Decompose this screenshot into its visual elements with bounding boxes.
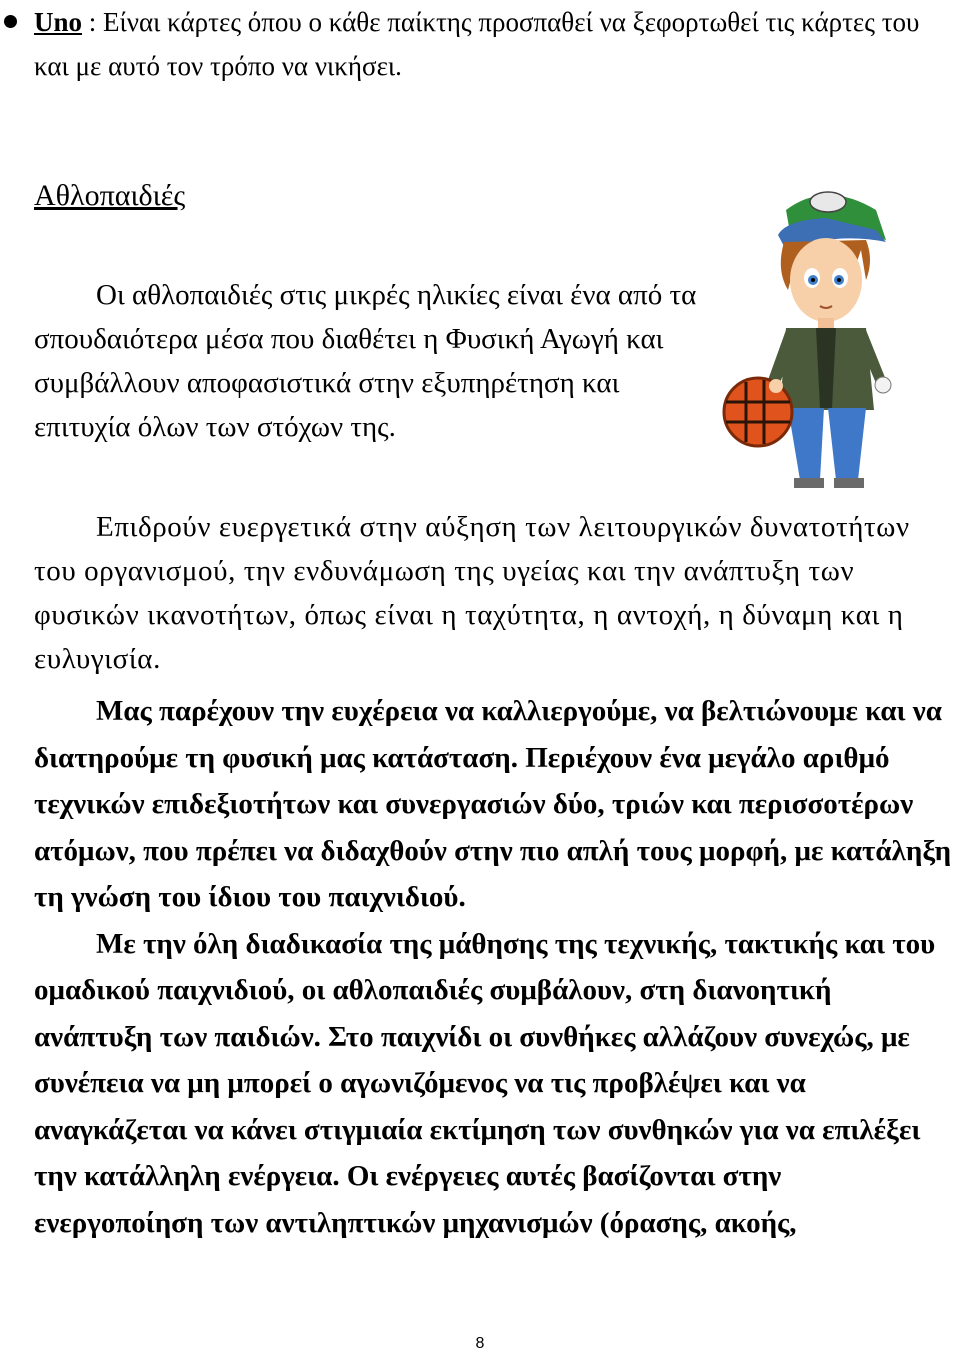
basketball-boy-icon bbox=[716, 180, 896, 490]
paragraph-effects bbox=[34, 505, 954, 681]
bullet-description: : Είναι κάρτες όπου ο κάθε παίκτης προσπαθεί να ξεφορτωθεί τις κάρτες του και με αυτό τον τρόπο να νικήσει. bbox=[34, 7, 920, 81]
paragraph-effects-text: Επιδρούν ευεργετικά στην αύξηση των λειτουργικών δυνατοτήτων του οργανισμού, την ενδυνάμωση της υγείας και την ανάπτυξη των φυσικών ικανοτήτων, όπως είναι η ταχύτητα, η αντοχή, η δύναμη και η ευλυγισία. bbox=[34, 511, 910, 675]
bullet-text bbox=[34, 0, 950, 88]
paragraph-benefits-text: Μας παρέχουν την ευχέρεια να καλλιεργούμε, να βελτιώνουμε και να διατηρούμε τη φυσική μας κατάσταση. Περιέχουν ένα μεγάλο αριθμό τεχνικών επιδεξιοτήτων και συνεργασιών δύο, τριών και περισσοτέρων ατόμων, που πρέπει να διδαχθούν στην πιο απλή τους μορφή, με κατάληξη τη γνώση του ίδιου του παιχνιδιού. bbox=[34, 695, 952, 913]
paragraph-intro-text: Οι αθλοπαιδιές στις μικρές ηλικίες είναι ένα από τα σπουδαιότερα μέσα που διαθέτει η Φυσική Αγωγή και συμβάλλουν αποφασιστικά στην εξυπηρέτηση και επιτυχία όλων των στόχων της. bbox=[34, 279, 697, 443]
page-number: 8 bbox=[475, 1335, 485, 1352]
paragraph-learning-text: Με την όλη διαδικασία της μάθησης της τεχνικής, τακτικής και του ομαδικού παιχνιδιού, οι αθλοπαιδιές συμβάλουν, στη διανοητική ανάπτυξη των παιδιών. Στο παιχνίδι οι συνθήκες αλλάζουν συνεχώς, με συνέπεια να μη μπορεί ο αγωνιζόμενος να τις προβλέψει και να αναγκάζεται να κάνει στιγμιαία εκτίμηση των συνθηκών για να επιλέξει την κατάλληλη ενέργεια. Οι ενέργειες αυτές βασίζονται στην ενεργοποίηση των αντιληπτικών μηχανισμών (όρασης, ακοής, bbox=[34, 927, 936, 1239]
paragraph-intro bbox=[34, 273, 704, 449]
section-heading: Αθλοπαιδιές bbox=[34, 179, 186, 212]
bullet-term: Uno bbox=[34, 7, 83, 37]
bold-paragraphs bbox=[34, 688, 954, 1246]
bullet-icon bbox=[4, 15, 17, 28]
